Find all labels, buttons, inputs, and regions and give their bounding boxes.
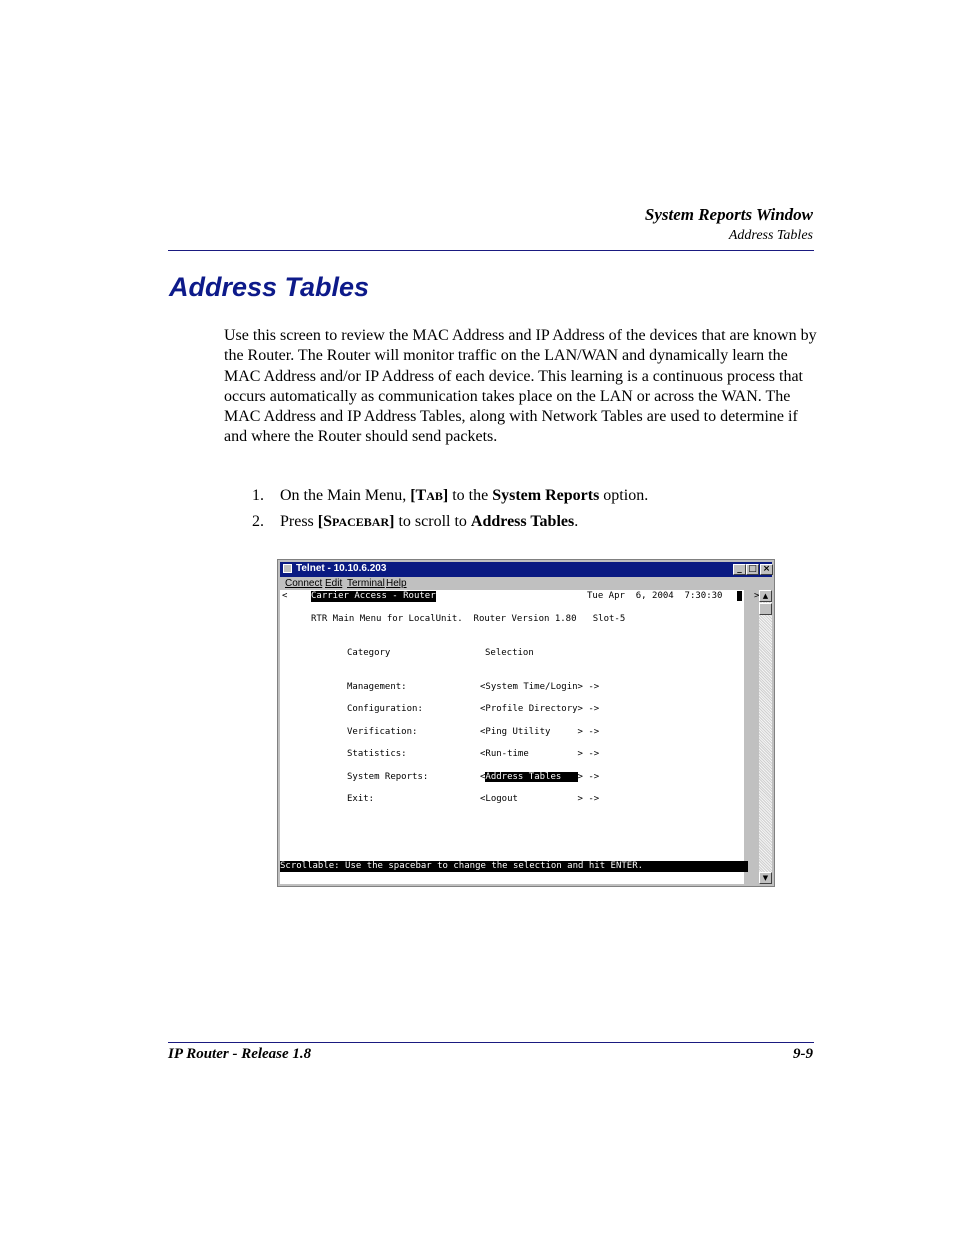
column-selection: Selection [485,648,534,658]
menu-subtitle: RTR Main Menu for LocalUnit. Router Version 1.80 Slot-5 [311,614,626,624]
step-text: On the Main Menu, [TAB] to the System Reports option. [280,487,649,504]
selection-field[interactable]: <Profile Directory> -> [480,704,600,714]
menu-edit[interactable]: Edit [325,578,343,589]
category-label: Management: [347,682,407,692]
menu-bar [280,577,772,590]
cursor-block [737,591,742,602]
status-line: Scrollable: Use the spacebar to change the selection and hit ENTER. [280,861,746,871]
step-number: 1. [252,487,264,504]
footer-rule [168,1042,814,1043]
category-label: Configuration: [347,704,423,714]
scroll-left-arrow: < [282,591,288,601]
telnet-window [277,559,775,887]
page-number: 9-9 [793,1046,813,1062]
menu-connect[interactable]: Connect [285,578,323,589]
category-label: System Reports: [347,772,429,782]
category-label: Exit: [347,794,375,804]
header-subtitle: Address Tables [728,228,813,243]
scroll-up-icon[interactable]: ▲ [759,590,772,602]
maximize-button[interactable]: □ [746,564,759,575]
steps-list [252,483,648,535]
scroll-right-arrow: > [754,591,760,601]
scroll-down-icon[interactable]: ▼ [759,872,772,884]
vertical-scrollbar[interactable] [759,590,772,884]
selection-field[interactable]: <Ping Utility > -> [480,727,600,737]
category-label: Verification: [347,727,418,737]
selection-field-active[interactable]: <Address Tables > -> [480,772,600,782]
category-label: Statistics: [347,749,407,759]
banner: Carrier Access - Router [311,591,436,601]
close-button[interactable]: × [760,564,773,575]
column-category: Category [347,648,391,658]
window-titlebar[interactable] [280,562,772,577]
body-paragraph: Use this screen to review the MAC Address and IP Address of the devices that are known by the Router. The Router will monitor traffic on the LAN/WAN and dynamically learn the MAC Address and/or IP Address of each device. This learning is a continuous process that occurs automatically as communication takes place on the LAN or across the WAN. The MAC Address and IP Address Tables, along with Network Tables are used to determine if and where the Router should send packets. [224,327,817,446]
step-text: Press [SPACEBAR] to scroll to Address Tables. [280,513,579,530]
footer-left: IP Router - Release 1.8 [168,1046,312,1062]
scroll-thumb[interactable] [759,603,772,615]
menu-help[interactable]: Help [386,578,407,589]
header-rule [168,250,814,251]
step-item [252,509,648,535]
terminal-screen[interactable] [280,590,760,884]
step-number: 2. [252,513,264,530]
step-item [252,483,648,509]
datetime: Tue Apr 6, 2004 7:30:30 [587,591,723,601]
window-title: Telnet - 10.10.6.203 [296,563,387,574]
header-title: System Reports Window [644,205,813,224]
selection-field[interactable]: <Logout > -> [480,794,600,804]
telnet-app-icon [283,564,292,573]
minimize-button[interactable]: _ [733,564,746,575]
menu-terminal[interactable]: Terminal [347,578,385,589]
selection-field[interactable]: <System Time/Login> -> [480,682,600,692]
selection-field[interactable]: <Run-time > -> [480,749,600,759]
section-title: Address Tables [169,272,370,302]
